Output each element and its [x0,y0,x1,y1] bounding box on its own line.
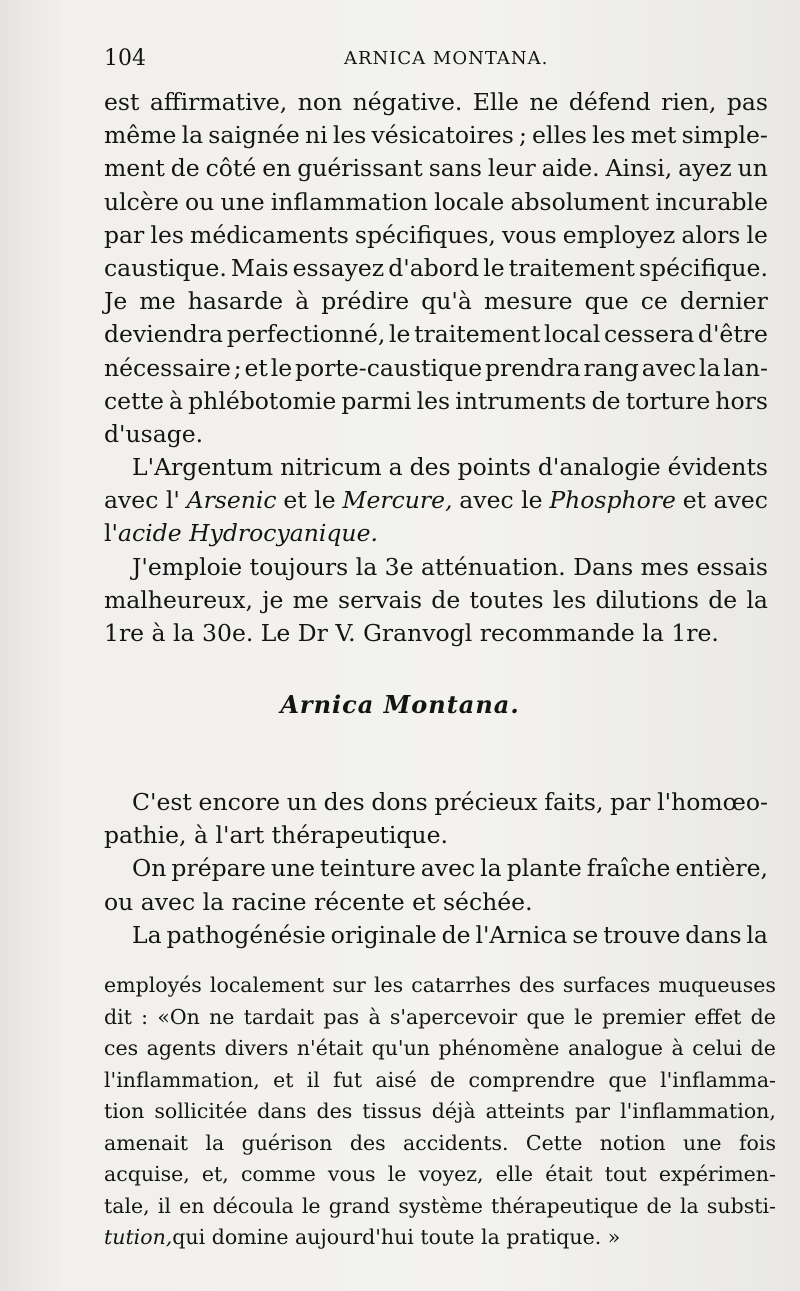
italic-term: Phosphore [549,486,676,515]
text-line: même la saignée ni les vésicatoires ; elles les met simple- [104,121,768,150]
text-line: tale, il en découla le grand système thérapeutique de la substi- [104,1193,776,1218]
text-line: ou avec la racine récente et séchée. [104,887,533,916]
italic-term: Mercure, [342,486,453,515]
text-line: deviendra perfectionné, le traitement local cessera d'être [104,320,768,349]
text-line: ulcère ou une inflammation locale absolument incurable [104,187,768,216]
italic-term: tution, [104,1225,173,1249]
italic-term: acide Hydrocyanique. [117,519,378,548]
text-line: amenait la guérison des accidents. Cette notion une fois [104,1130,776,1155]
text-line: caustique. Mais essayez d'abord le traitement spécifique. [104,253,768,282]
text-line: malheureux, je me servais de toutes les dilutions de la [104,585,768,614]
text-line: ces agents divers n'était qu'un phénomène analogue à celui de [104,1036,776,1060]
text-line: acquise, et, comme vous le voyez, elle était tout expérimen- [104,1162,776,1186]
text-line: d'usage. [104,419,204,448]
paragraph-1 [104,86,768,650]
paragraph-arnica [104,786,768,952]
text-line: On prépare une teinture avec la plante fraîche entière, [132,854,768,883]
text-line: La pathogénésie originale de l'Arnica se trouve dans la [132,920,768,949]
running-title: ARNICA MONTANA. [344,48,549,69]
text-line: est affirmative, non négative. Elle ne défend rien, pas [104,88,768,116]
text-line: par les médicaments spécifiques, vous employez alors le [104,220,768,249]
text-line: dit : «On ne tardait pas à s'apercevoir que le premier effet de [104,1004,776,1029]
text-line: employés localement sur les catarrhes des surfaces muqueuses [104,973,776,997]
text-line: l' acide Hydrocyanique. [104,517,768,550]
text-line: ment de côté en guérissant sans leur aide. Ainsi, ayez un [104,154,768,183]
text-line: tution, qui domine aujourd'hui toute la pratique. » [104,1222,776,1254]
text-line: tion sollicitée dans des tissus déjà atteints par l'inflammation, [104,1099,776,1123]
text-line: nécessaire ; et le porte-caustique prendra rang avec la lan- [104,353,768,382]
section-heading: Arnica Montana. [280,690,520,719]
page-number: 104 [104,46,146,71]
text-line: 1re à la 30e. Le Dr V. Granvogl recommande la 1re. [104,619,719,647]
text-line: cette à phlébotomie parmi les intruments de torture hors [104,386,768,415]
text-line: L'Argentum nitricum a des points d'analogie évidents [132,453,768,482]
text-line: avec l' Arsenic et le Mercure, avec le Phosphore et avec [104,484,768,517]
text-line: l'inflammation, et il fut aisé de comprendre que l'inflamma- [104,1067,776,1092]
text-line: pathie, à l'art thérapeutique. [104,821,448,850]
text-line: C'est encore un des dons précieux faits, par l'homœo- [132,788,768,816]
italic-term: Arsenic [186,486,277,515]
quoted-passage [104,970,776,1254]
text-line: Je me hasarde à prédire qu'à mesure que ce dernier [104,287,768,316]
text-line: J'emploie toujours la 3e atténuation. Dans mes essais [132,552,768,581]
running-head [104,46,770,76]
